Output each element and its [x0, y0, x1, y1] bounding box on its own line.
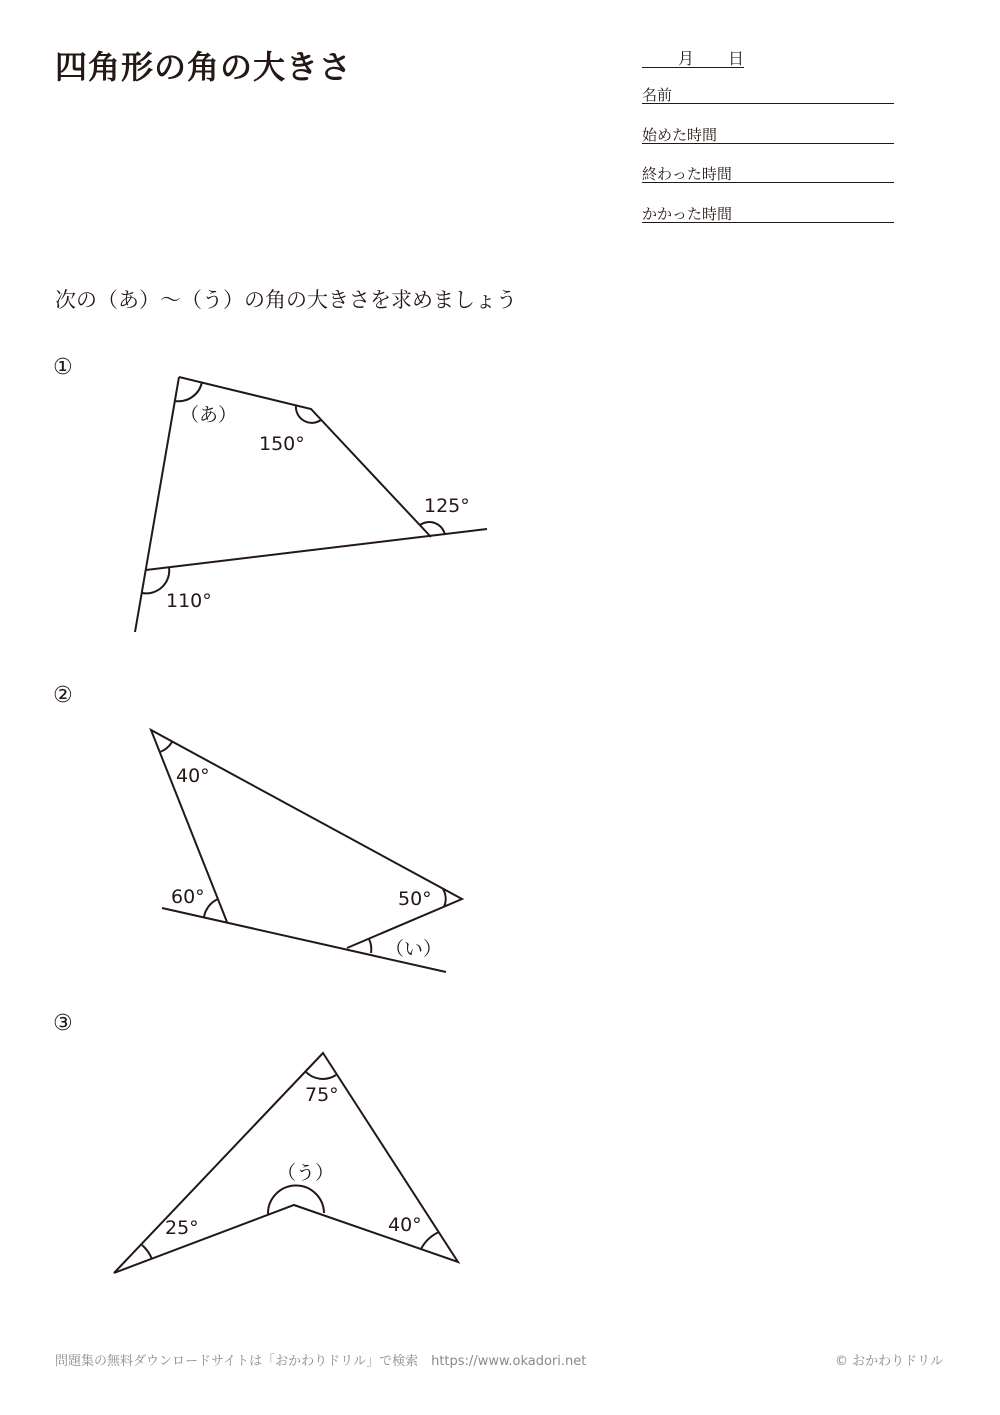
- problem-1-figure: [0, 360, 1000, 650]
- problem-1-bottom-line: [146, 529, 487, 570]
- problem-3-label-40: 40°: [388, 1214, 422, 1236]
- problem-2-figure: [0, 720, 1000, 990]
- problem-2-arc-60: [204, 899, 218, 917]
- problem-1-quadrilateral: [179, 377, 431, 537]
- instruction-text: 次の（あ）～（う）の角の大きさを求めましょう: [55, 288, 517, 312]
- name-field-label: 名前: [642, 86, 673, 104]
- end-time-label: 終わった時間: [642, 165, 732, 183]
- problem-2-label-40: 40°: [176, 765, 210, 787]
- problem-3-label-25: 25°: [165, 1217, 199, 1239]
- problem-1-number: ①: [53, 355, 73, 380]
- day-label: 日: [728, 49, 745, 68]
- elapsed-time-field[interactable]: [642, 201, 894, 223]
- footer-copyright: © おかわりドリル: [835, 1354, 944, 1369]
- problem-3-arc-25: [142, 1245, 152, 1259]
- end-time-field[interactable]: [642, 161, 894, 183]
- problem-3-arc-40: [421, 1232, 439, 1249]
- problem-1-label-150: 150°: [259, 433, 305, 455]
- footer-site-note: 問題集の無料ダウンロードサイトは「おかわりドリル」で検索 https://www.okadori.net: [55, 1354, 587, 1369]
- start-time-label: 始めた時間: [642, 126, 718, 144]
- problem-2-arc-i: [369, 939, 371, 953]
- start-time-field[interactable]: [642, 122, 894, 144]
- date-line[interactable]: [642, 46, 744, 68]
- problem-1-arc-top-left: [175, 382, 202, 401]
- problem-1-label-125: 125°: [424, 495, 470, 517]
- problem-3-label-75: 75°: [305, 1084, 339, 1106]
- elapsed-time-label: かかった時間: [642, 205, 733, 223]
- month-label: 月: [678, 49, 695, 68]
- problem-3-label-u: （う）: [277, 1162, 335, 1184]
- problem-3-number: ③: [53, 1011, 73, 1036]
- problem-3-arc-75: [305, 1071, 336, 1079]
- problem-1-label-a: （あ）: [180, 404, 238, 426]
- problem-2-arc-50: [443, 889, 446, 907]
- problem-3-figure: [0, 1045, 1000, 1285]
- problem-2-number: ②: [53, 683, 73, 708]
- problem-3-arc-u: [268, 1185, 324, 1214]
- problem-1-label-110: 110°: [166, 590, 212, 612]
- name-field[interactable]: [642, 82, 894, 104]
- problem-2-label-50: 50°: [398, 888, 432, 910]
- problem-2-arc-40: [160, 742, 172, 752]
- problem-2-label-60: 60°: [171, 886, 205, 908]
- worksheet-title: 四角形の角の大きさ: [55, 48, 353, 86]
- problem-2-label-i: （い）: [385, 938, 443, 960]
